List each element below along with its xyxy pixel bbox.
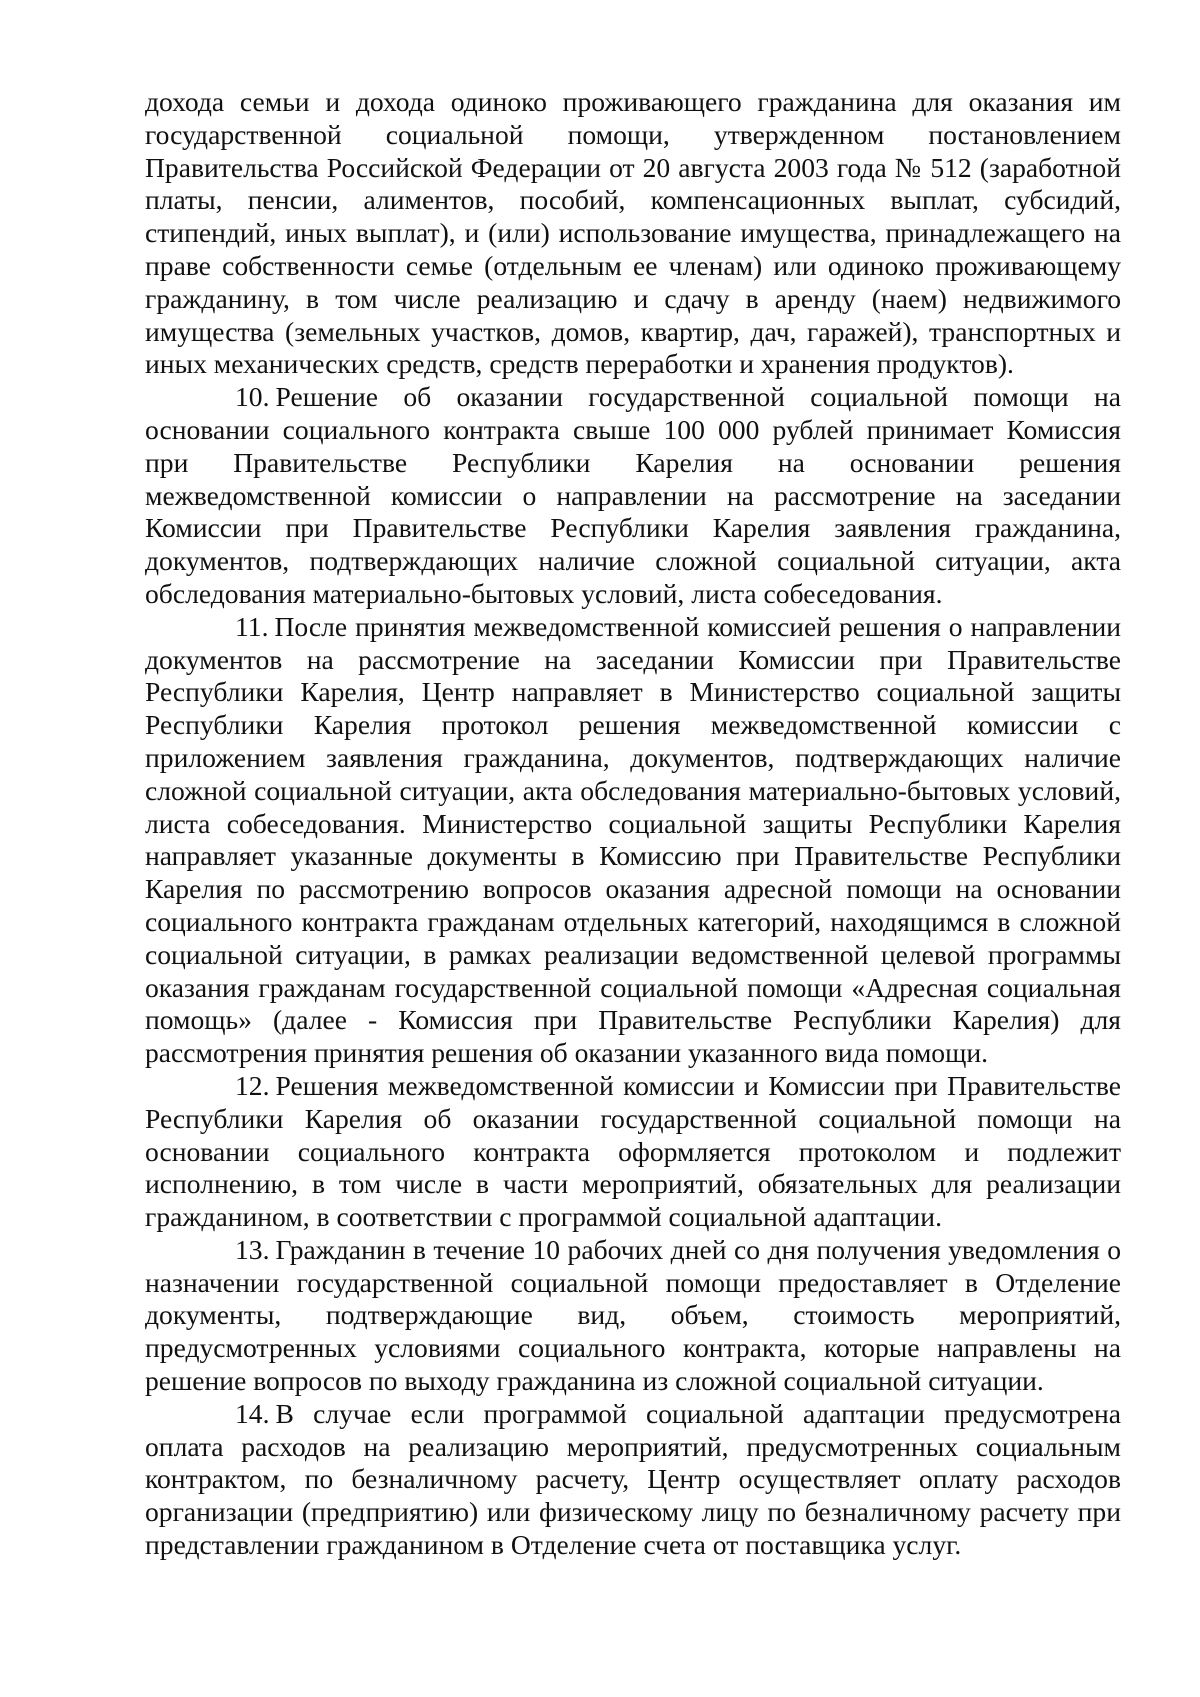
paragraph-number: 13. xyxy=(235,1233,270,1265)
document-page xyxy=(145,86,1121,1562)
paragraph-13 xyxy=(145,1234,1121,1398)
paragraph-10 xyxy=(145,381,1121,611)
paragraph-text: Гражданин в течение 10 рабочих дней со дня получения уведомления о назначении государственной социальной помощи предоставляет в Отделение документы, подтверждающие вид, объем, стоимость мероприятий, предусмотренных условиями социального контракта, которые направлены на решение вопросов по выходу гражданина из сложной социальной ситуации. xyxy=(145,1233,1121,1397)
paragraph-text: В случае если программой социальной адаптации предусмотрена оплата расходов на реализацию мероприятий, предусмотренных социальным контрактом, по безналичному расчету, Центр осуществляет оплату расходов организации (предприятию) или физическому лицу по безналичному расчету при представлении гражданином в Отделение счета от поставщика услуг. xyxy=(145,1397,1121,1561)
paragraph-continuation xyxy=(145,86,1121,381)
paragraph-text: После принятия межведомственной комиссией решения о направлении документов на рассмотрение на заседании Комиссии при Правительстве Республики Карелия, Центр направляет в Министерство социальной защиты Республики Карелия протокол решения межведомственной комиссии с приложением заявления гражданина, документов, подтверждающих наличие сложной социальной ситуации, акта обследования материально-бытовых условий, листа собеседования. Министерство социальной защиты Республики Карелия направляет указанные документы в Комиссию при Правительстве Республики Карелия по рассмотрению вопросов оказания адресной помощи на основании социального контракта гражданам отдельных категорий, находящимся в сложной социальной ситуации, в рамках реализации ведомственной целевой программы оказания гражданам государственной социальной помощи «Адресная социальная помощь» (далее - Комиссия при Правительстве Республики Карелия) для рассмотрения принятия решения об оказании указанного вида помощи. xyxy=(145,610,1121,1069)
paragraph-number: 14. xyxy=(235,1397,270,1429)
paragraph-12 xyxy=(145,1070,1121,1234)
paragraph-number: 11. xyxy=(235,610,269,642)
paragraph-number: 12. xyxy=(235,1069,270,1101)
paragraph-14 xyxy=(145,1398,1121,1562)
paragraph-number: 10. xyxy=(235,381,270,413)
paragraph-text: Решение об оказании государственной социальной помощи на основании социального контракта свыше 100 000 рублей принимает Комиссия при Правительстве Республики Карелия на основании решения межведомственной комиссии о направлении на рассмотрение на заседании Комиссии при Правительстве Республики Карелия заявления гражданина, документов, подтверждающих наличие сложной социальной ситуации, акта обследования материально-бытовых условий, листа собеседования. xyxy=(145,381,1121,609)
paragraph-11 xyxy=(145,611,1121,1070)
paragraph-text: дохода семьи и дохода одиноко проживающего гражданина для оказания им государственной социальной помощи, утвержденном постановлением Правительства Российской Федерации от 20 августа 2003 года № 512 (заработной платы, пенсии, алиментов, пособий, компенсационных выплат, субсидий, стипендий, иных выплат), и (или) использование имущества, принадлежащего на праве собственности семье (отдельным ее членам) или одиноко проживающему гражданину, в том числе реализацию и сдачу в аренду (наем) недвижимого имущества (земельных участков, домов, квартир, дач, гаражей), транспортных и иных механических средств, средств переработки и хранения продуктов). xyxy=(145,86,1121,380)
paragraph-text: Решения межведомственной комиссии и Комиссии при Правительстве Республики Карелия об оказании государственной социальной помощи на основании социального контракта оформляется протоколом и подлежит исполнению, в том числе в части мероприятий, обязательных для реализации гражданином, в соответствии с программой социальной адаптации. xyxy=(145,1069,1121,1233)
